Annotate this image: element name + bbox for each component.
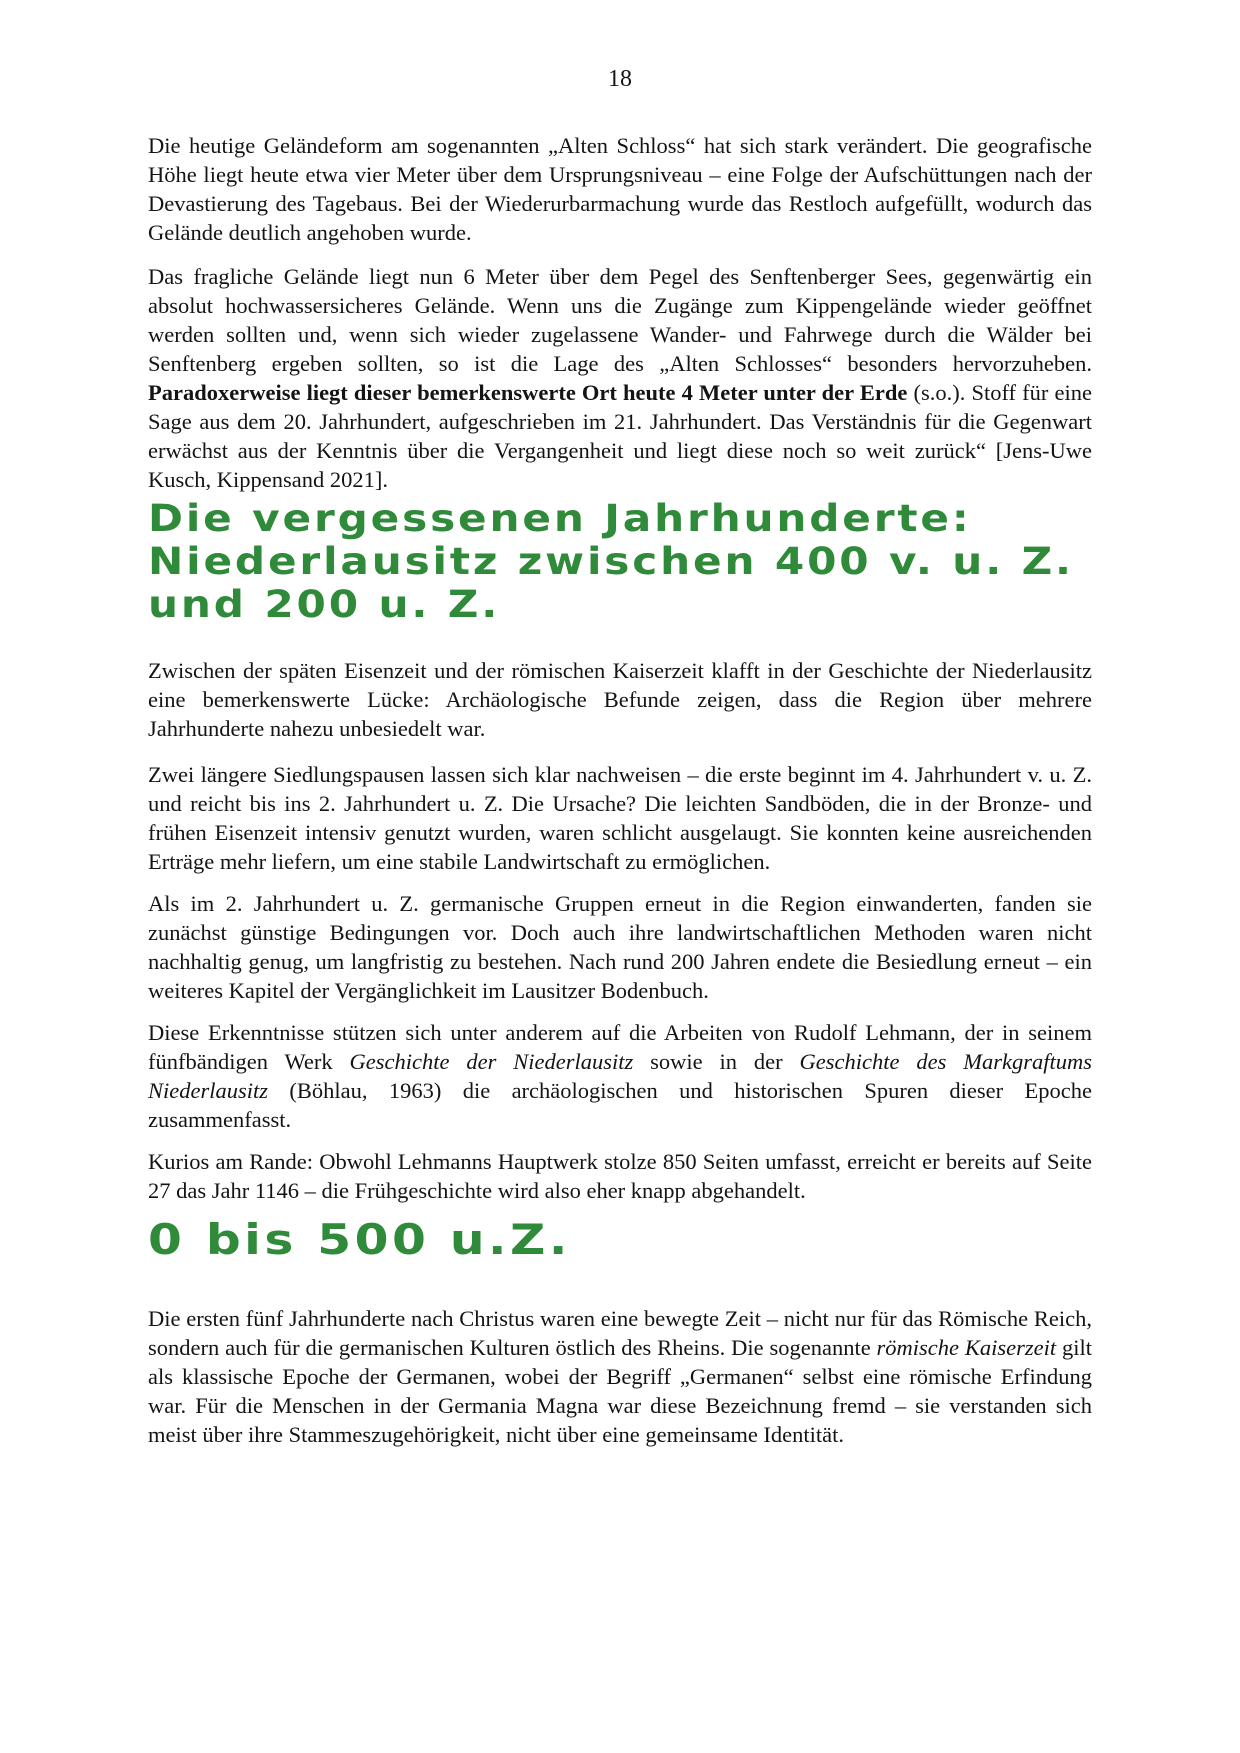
italic-term: römische Kaiserzeit <box>876 1335 1057 1360</box>
paragraph-text: gilt als klassische Epoche der Germanen, wobei der Begriff „Germanen“ selbst eine römische Erfindung war. Für die Menschen in der Germania Magna war diese Bezeichnung fremd – sie verstanden sich meist über ihre Stammeszugehörigkeit, nicht über eine gemeinsame Identität. <box>148 1335 1092 1447</box>
book-title: Geschichte der Niederlausitz <box>349 1049 634 1074</box>
paragraph-lehmann <box>148 1018 1092 1134</box>
book-title: Geschichte des Markgraftums Niederlausitz <box>148 1049 1092 1103</box>
paragraph-siedlungspausen: Zwei längere Siedlungspausen lassen sich klar nachweisen – die erste beginnt im 4. Jahrhundert v. u. Z. und reicht bis ins 2. Jahrhundert u. Z. Die Ursache? Die leichten Sandböden, die in der Bronze- und frühen Eisenzeit intensiv genutzt wurden, waren schlicht ausgelaugt. Sie konnten keine ausreichenden Erträge mehr liefern, um eine stabile Landwirtschaft zu ermöglichen. <box>148 762 1092 874</box>
paragraph-alten-schloss: Die heutige Geländeform am sogenannten „Alten Schloss“ hat sich stark verändert. Die geografische Höhe liegt heute etwa vier Meter über dem Ursprungsniveau – eine Folge der Aufschüttungen nach der Devastierung des Tagebaus. Bei der Wiederurbarmachung wurde das Restloch aufgefüllt, wodurch das Gelände deutlich angehoben wurde. <box>148 133 1092 245</box>
section-heading-line: und 200 u. Z. <box>148 583 501 626</box>
page-number: 18 <box>608 66 632 92</box>
paragraph-text: (Böhlau, 1963) die archäologischen und historischen Spuren dieser Epoche zusammenfasst. <box>148 1078 1092 1132</box>
paragraph-siedlungsluecke: Zwischen der späten Eisenzeit und der römischen Kaiserzeit klafft in der Geschichte der Niederlausitz eine bemerkenswerte Lücke: Archäologische Befunde zeigen, dass die Region über mehrere Jahrhunderte nahezu unbesiedelt war. <box>148 658 1092 741</box>
paragraph-kaiserzeit <box>148 1304 1092 1449</box>
paragraph-text: Das fragliche Gelände liegt nun 6 Meter über dem Pegel des Senftenberger Sees, gegenwärtig ein absolut hochwassersicheres Gelände. Wenn uns die Zugänge zum Kippengelände wieder geöffnet werden sollten und, wenn sich wieder zugelassene Wander- und Fahrwege durch die Wälder bei Senftenberg ergeben sollten, so ist die Lage des „Alten Schlosses“ besonders hervorzuheben. <box>148 264 1092 376</box>
paragraph-text: Die ersten fünf Jahrhunderte nach Christus waren eine bewegte Zeit – nicht nur für das Römische Reich, sondern auch für die germanischen Kulturen östlich des Rheins. Die sogenannte <box>148 1306 1092 1360</box>
paragraph-text: sowie in der <box>633 1049 800 1074</box>
paragraph-bold-text: Paradoxerweise liegt dieser bemerkenswerte Ort heute 4 Meter unter der Erde <box>148 380 908 405</box>
paragraph-germanische-gruppen: Als im 2. Jahrhundert u. Z. germanische Gruppen erneut in die Region einwanderten, fanden sie zunächst günstige Bedingungen vor. Doch auch ihre landwirtschaftlichen Methoden waren nicht nachhaltig genug, um langfristig zu bestehen. Nach rund 200 Jahren endete die Besiedlung erneut – ein weiteres Kapitel der Vergänglichkeit im Lausitzer Bodenbuch. <box>148 891 1092 1003</box>
paragraph-kurios: Kurios am Rande: Obwohl Lehmanns Hauptwerk stolze 850 Seiten umfasst, erreicht er bereits auf Seite 27 das Jahr 1146 – die Frühgeschichte wird also eher knapp abgehandelt. <box>148 1149 1092 1203</box>
section-heading-line: Niederlausitz zwischen 400 v. u. Z. <box>148 540 1074 583</box>
section-heading-0-bis-500: 0 bis 500 u.Z. <box>148 1215 571 1264</box>
paragraph-senftenberger-see <box>148 262 1092 494</box>
paragraph-text: Diese Erkenntnisse stützen sich unter anderem auf die Arbeiten von Rudolf Lehmann, der in seinem fünfbändigen Werk <box>148 1020 1092 1074</box>
paragraph-text: (s.o.). Stoff für eine Sage aus dem 20. Jahrhundert, aufgeschrieben im 21. Jahrhundert. Das Verständnis für die Gegenwart erwächst aus der Kenntnis über die Vergangenheit und liegt diese noch so weit zurück“ [Jens-Uwe Kusch, Kippensand 2021]. <box>148 380 1093 492</box>
section-heading-line: Die vergessenen Jahrhunderte: <box>148 497 972 540</box>
